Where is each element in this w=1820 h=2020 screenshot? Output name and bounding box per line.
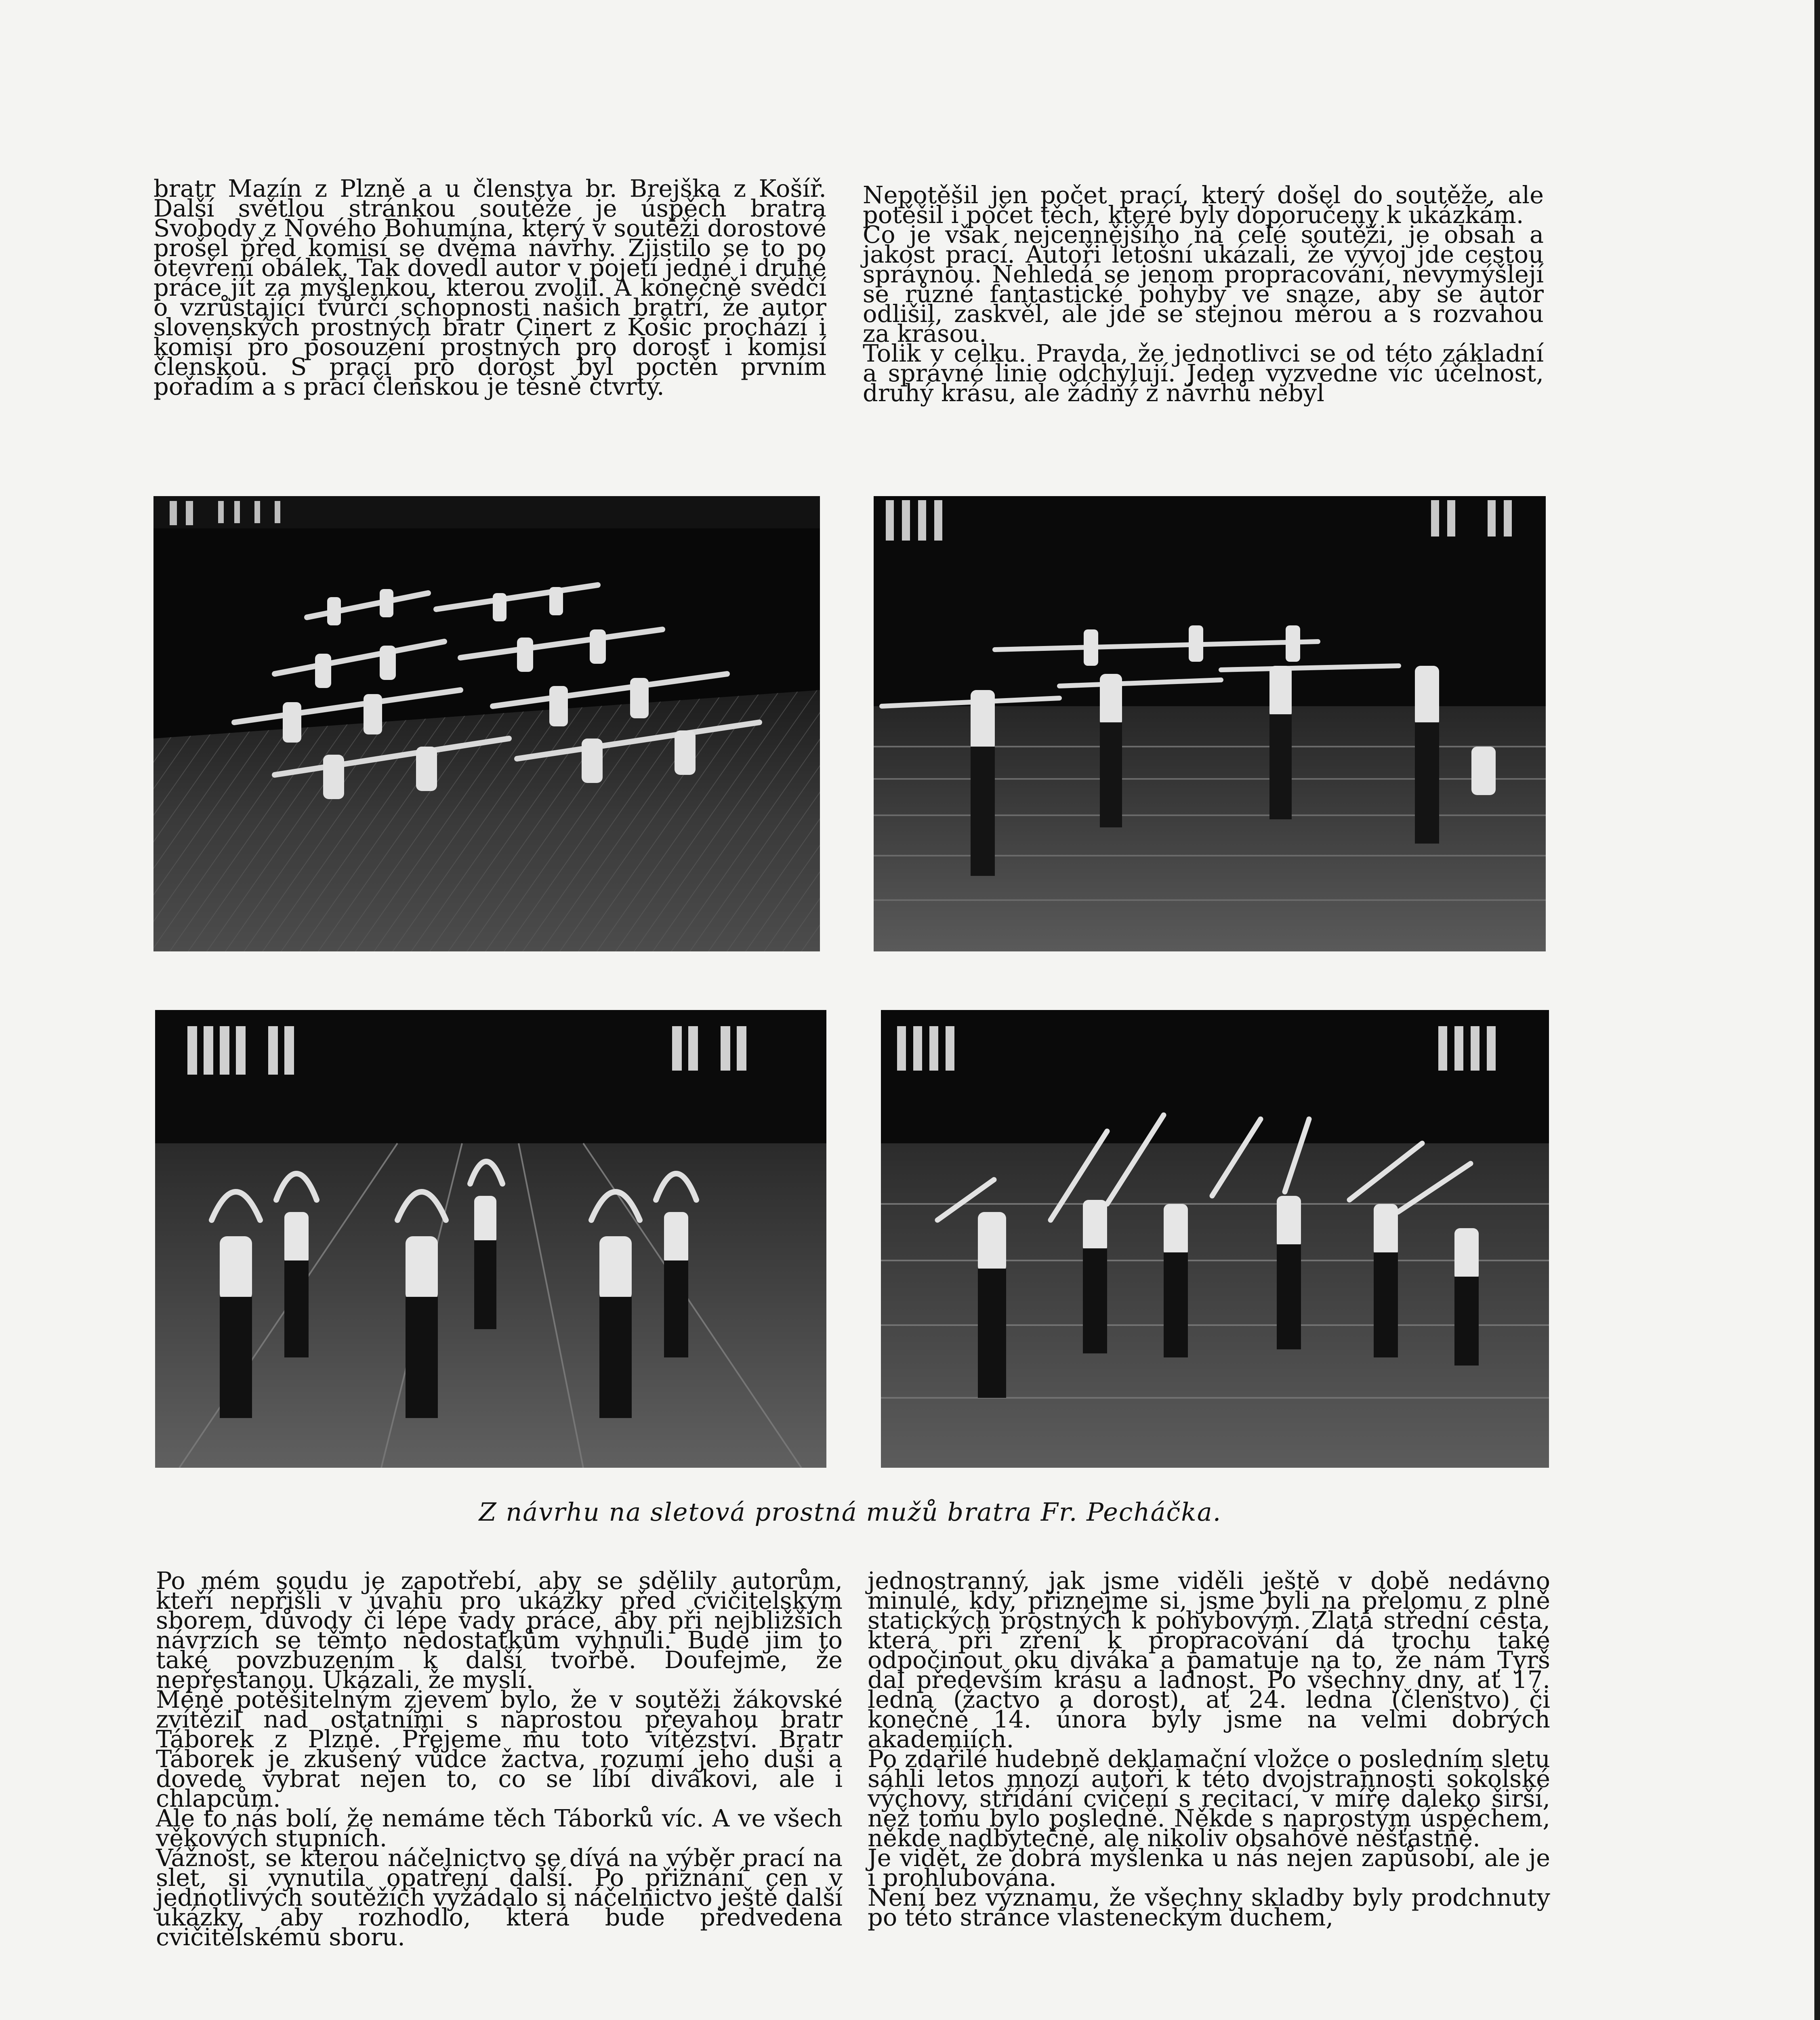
figure-caption: Z návrhu na sletová prostná mužů bratra Fr. Pecháčka.: [479, 1497, 1222, 1527]
paragraph: Méně potěšitelným zjevem bylo, že v soutěži žákovské zvítězil nad ostatními s naprostou převahou bratr Táborek z Plzně. Přejeme mu toto vítězství. Bratr Táborek je zkušený vůdce žactva, rozumí jeho duši a dovede vybrat nejen to, co se líbí divákovi, ale i chlapcům.: [156, 1685, 843, 1812]
paragraph: Není bez významu, že všechny skladby byly prodchnuty po této stránce vlasteneckým duchem,: [868, 1883, 1550, 1931]
paragraph: Nepotěšil jen počet prací, který došel do soutěže, ale potěšil i počet těch, které byly doporučeny k ukázkám.: [863, 181, 1544, 229]
paragraph: bratr Mazín z Plzně a u členstva br. Brejška z Košíř. Další světlou stránkou soutěže je úspěch bratra Svobody z Nového Bohumína, který v soutěži dorostové prošel před komisí se dvěma návrhy. Zjistilo se to po otevření obálek. Tak dovedl autor v pojetí jedné i druhé práce jít za myšlenkou, kterou zvolil. A konečně svědčí o vzrůstající tvůrčí schopnosti našich bratří, že autor slovenských prostných bratr Cinert z Košic prochází i komisí pro posouzení prostných pro dorost i komisí členskou. S prací pro dorost byl poctěn prvním pořadím a s prací členskou je těsně čtvrtý.: [153, 175, 826, 400]
scan-border-right: [1814, 0, 1820, 2020]
paragraph: Co je však nejcennějšího na celé soutěži, je obsah a jakost prací. Autoři letošní ukázali, že vývoj jde cestou správnou. Nehledá se jenom propracování, nevymýšlejí se různé fantastické pohyby ve snaze, aby se autor odlišil, zaskvěl, ale jde se stejnou měrou a s rozvahou za krásou.: [863, 221, 1544, 347]
paragraph: Je vidět, že dobrá myšlenka u nás nejen zapůsobí, ale je i prohlubována.: [868, 1844, 1550, 1892]
paragraph: Tolik v celku. Pravda, že jednotlivci se od této základní a správné linie odchylují. Jeden vyzvedne víc účelnost, druhý krásu, ale žádný z návrhů nebyl: [863, 339, 1544, 407]
photo-image: [881, 1010, 1549, 1468]
paragraph: Po mém soudu je zapotřebí, aby se sdělily autorům, kteří nepřišli v úvahu pro ukázky před cvičitelským sborem, důvody či lépe vady práce, aby při nejbližších návrzích se těmto nedostatkům vyhnuli. Bude jim to také povzbuzením k další tvorbě. Doufejme, že nepřestanou. Ukázali, že myslí.: [156, 1567, 843, 1694]
paragraph: Po zdařilé hudebně deklamační vložce o posledním sletu sáhli letos mnozí autoři k této dvojstrannosti sokolské výchovy, střídání cvičení s recitací, v míře daleko širší, než tomu bylo posledně. Někde s naprostým úspěchem, někde nadbytečně, ale nikoliv obsahově nešťastně.: [868, 1745, 1550, 1852]
gymnasts-photo-3: [155, 1010, 826, 1468]
paragraph: Ale to nás bolí, že nemáme těch Táborků víc. A ve všech věkových stupních.: [156, 1804, 843, 1852]
article-column-bottom-right: [868, 1567, 1550, 1931]
gymnasts-photo-1: [153, 496, 820, 951]
article-column-bottom-left: [156, 1567, 843, 1951]
article-column-top-right: [863, 181, 1544, 407]
paragraph: Vážnost, se kterou náčelnictvo se dívá na výběr prací na slet, si vynutila opatření další. Po přiznání cen v jednotlivých soutěžích vyžádalo si náčelnictvo ještě další ukázky, aby rozhodlo, která bude předvedena cvičitelskému sboru.: [156, 1844, 843, 1951]
photo-image: [153, 496, 820, 951]
gymnasts-photo-2: [874, 496, 1546, 951]
photo-image: [155, 1010, 826, 1468]
photo-image: [874, 496, 1546, 951]
article-column-top-left: [153, 175, 826, 400]
gymnasts-photo-4: [881, 1010, 1549, 1468]
paragraph: jednostranný, jak jsme viděli ještě v době nedávno minulé, kdy, přiznejme si, jsme byli na přelomu z plně statických prostných k pohybovým. Zlatá střední cesta, která při zření k propracování dá trochu také odpočinout oku diváka a pamatuje na to, že nám Tyrš dal především krásu a ladnost. Po všechny dny, ať 17. ledna (žactvo a dorost), ať 24. ledna (členstvo) či konečně 14. února byly jsme na velmi dobrých akademiích.: [868, 1567, 1550, 1753]
